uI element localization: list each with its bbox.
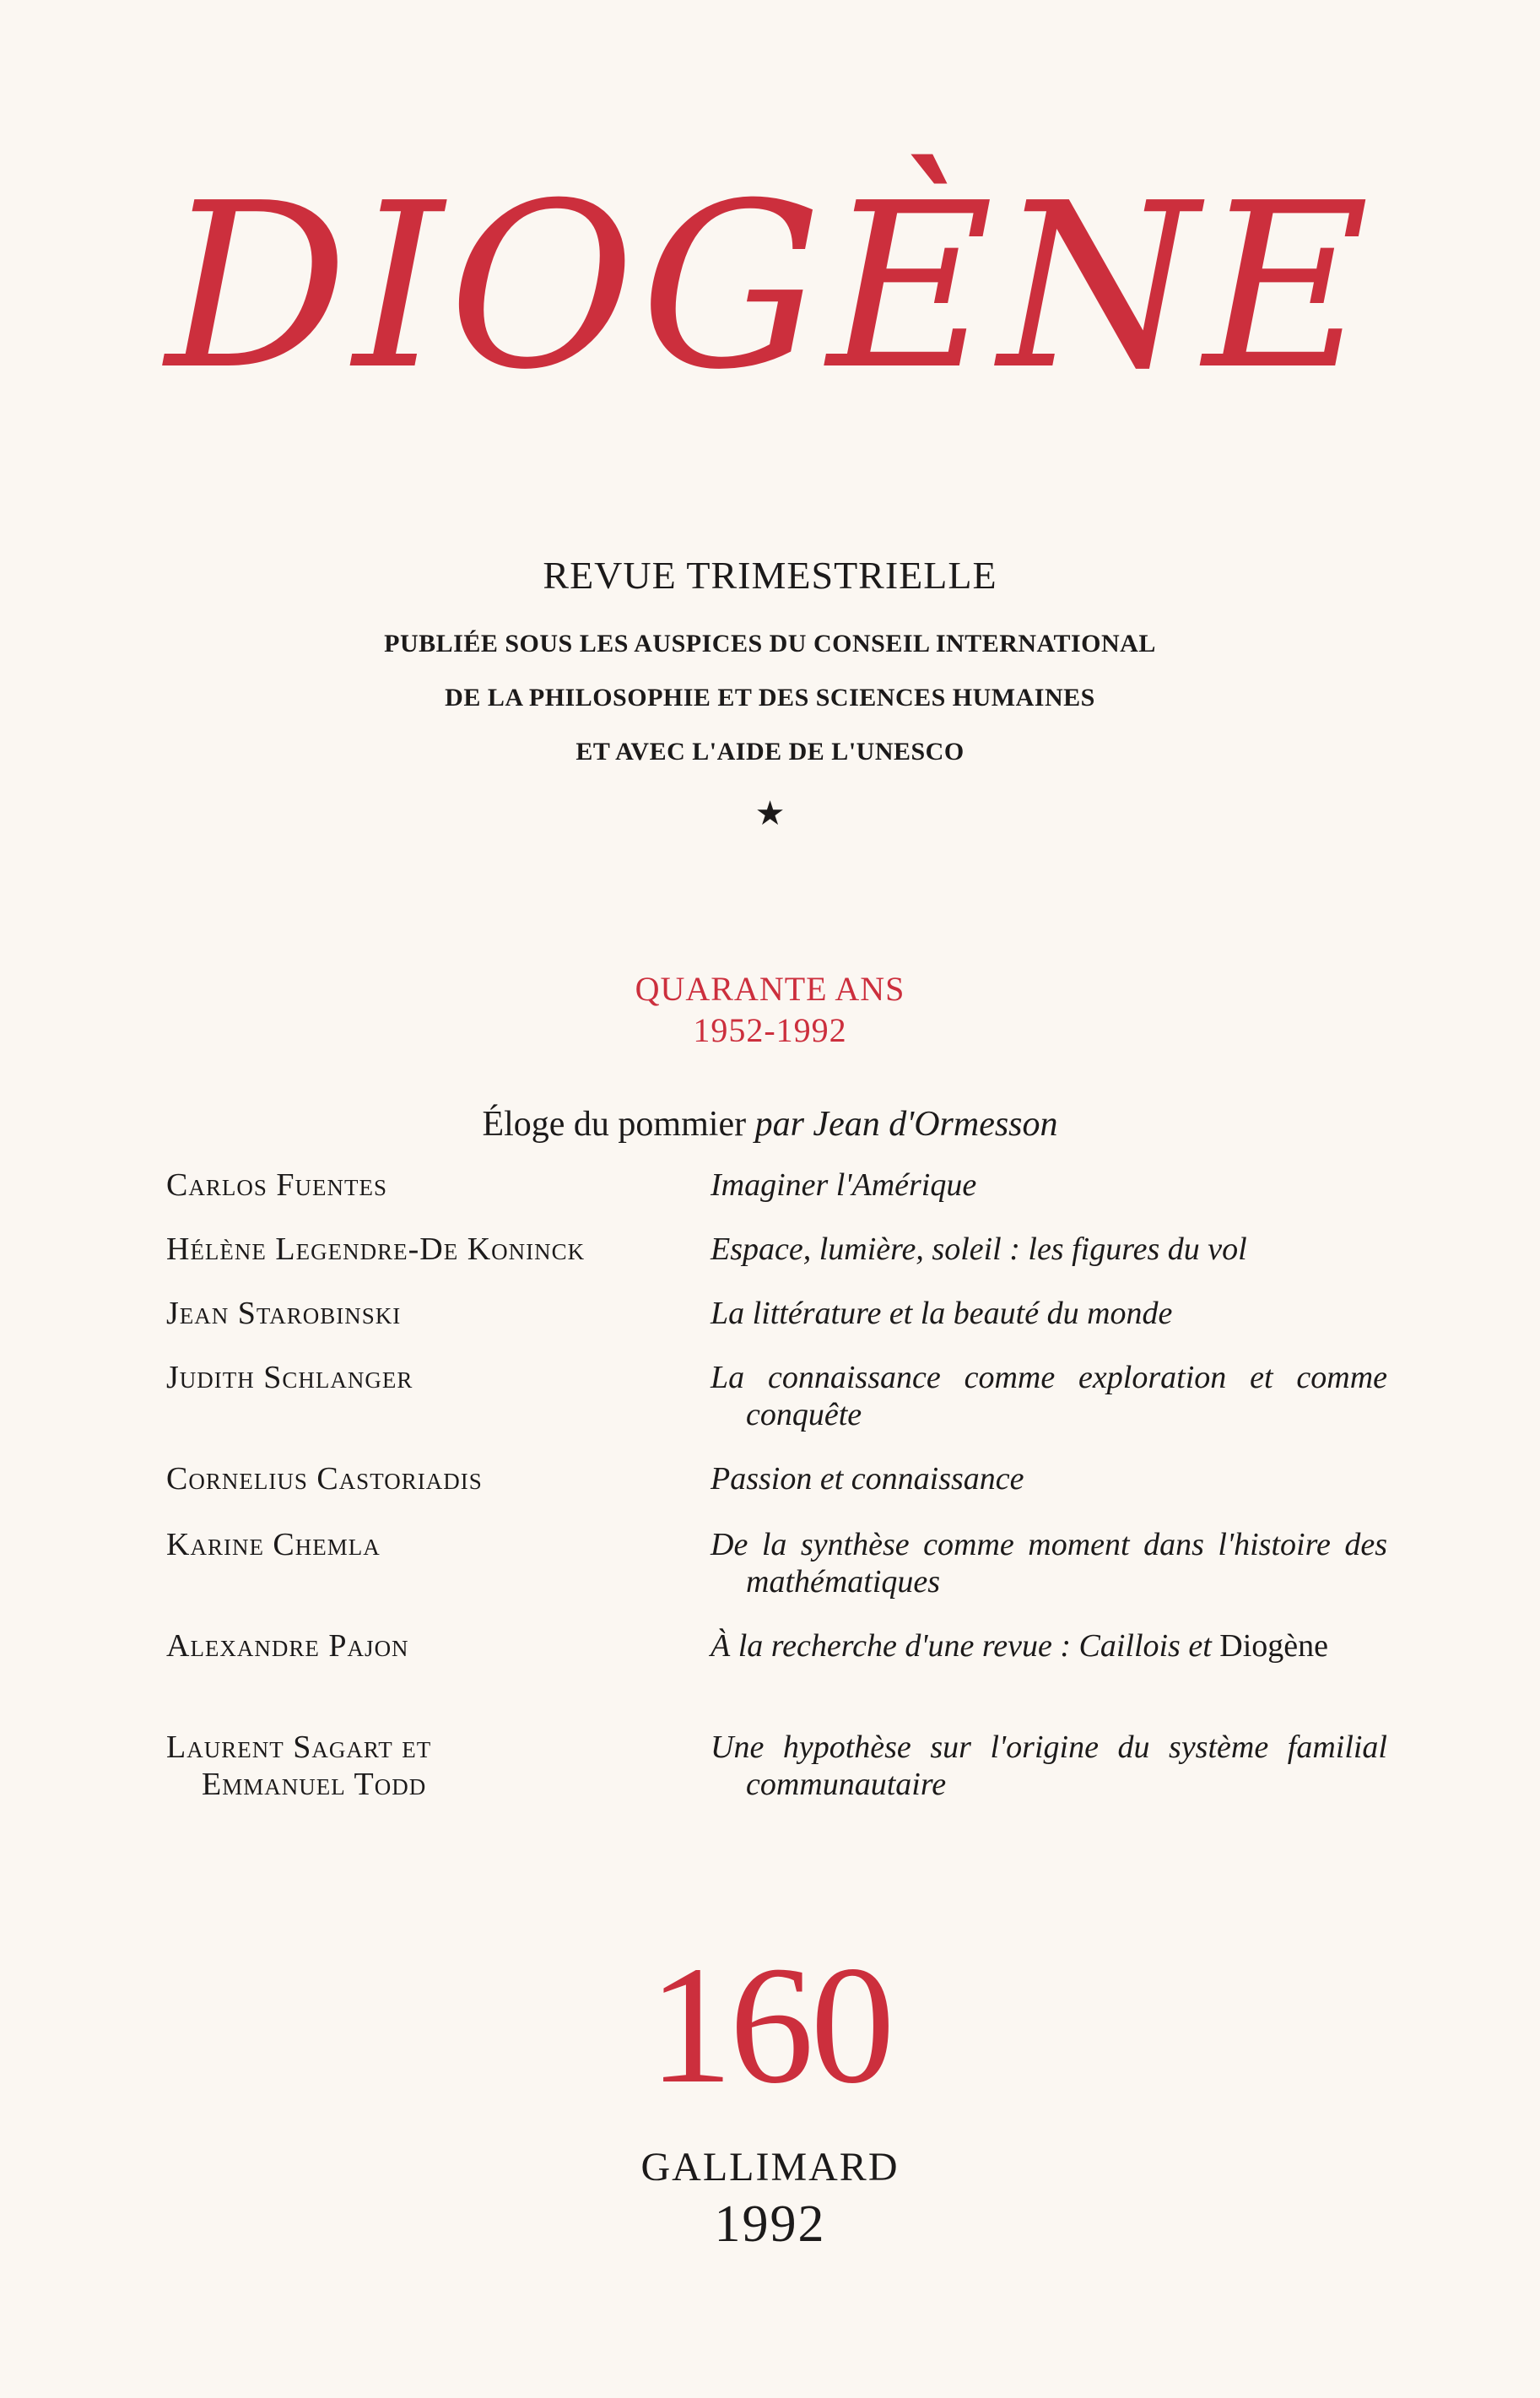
toc-title: De la synthèse comme moment dans l'histoire des mathématiques <box>711 1527 1387 1600</box>
toc-title: Une hypothèse sur l'origine du système familial communautaire <box>711 1729 1387 1802</box>
toc-author: Carlos Fuentes <box>166 1167 387 1203</box>
toc-title <box>711 1627 1387 1665</box>
toc-author-first: Laurent Sagart et <box>166 1729 432 1765</box>
toc-title: La littérature et la beauté du monde <box>711 1296 1173 1331</box>
toc-title-text: À la recherche d'une revue : Caillois et <box>711 1628 1212 1664</box>
publication-line-2: DE LA PHILOSOPHIE ET DES SCIENCES HUMAINES <box>445 684 1095 712</box>
masthead-title: DIOGÈNE <box>165 154 1375 420</box>
toc-author: Jean Starobinski <box>166 1296 402 1331</box>
toc-author: Judith Schlanger <box>166 1360 413 1395</box>
toc-title: Passion et connaissance <box>711 1461 1024 1497</box>
eloge-author: par Jean d'Ormesson <box>754 1105 1058 1144</box>
toc-author <box>166 1729 681 1803</box>
toc-author: Hélène Legendre-De Koninck <box>166 1231 586 1267</box>
toc-author-second: Emmanuel Todd <box>202 1767 427 1802</box>
eloge-line <box>0 1104 1540 1145</box>
eloge-title: Éloge du pommier <box>482 1105 747 1144</box>
journal-subtitle: REVUE TRIMESTRIELLE <box>543 554 997 597</box>
issue-number: 160 <box>648 1932 892 2119</box>
star-icon: ★ <box>754 794 786 832</box>
toc-author: Alexandre Pajon <box>166 1628 409 1664</box>
anniversary-heading: QUARANTE ANS <box>635 970 905 1008</box>
publication-line-1: PUBLIÉE SOUS LES AUSPICES DU CONSEIL INTERNATIONAL <box>384 630 1156 658</box>
toc-title: Imaginer l'Amérique <box>711 1167 977 1203</box>
anniversary-years: 1952-1992 <box>693 1011 847 1049</box>
publication-line-3: ET AVEC L'AIDE DE L'UNESCO <box>575 738 965 766</box>
publication-year: 1992 <box>714 2195 826 2253</box>
publisher-name: GALLIMARD <box>640 2145 900 2190</box>
toc-title: La connaissance comme exploration et comme conquête <box>711 1360 1387 1432</box>
toc-author: Karine Chemla <box>166 1527 381 1562</box>
toc-title-journal: Diogène <box>1219 1628 1329 1664</box>
toc-author: Cornelius Castoriadis <box>166 1461 483 1497</box>
toc-title: Espace, lumière, soleil : les figures du vol <box>711 1231 1247 1267</box>
